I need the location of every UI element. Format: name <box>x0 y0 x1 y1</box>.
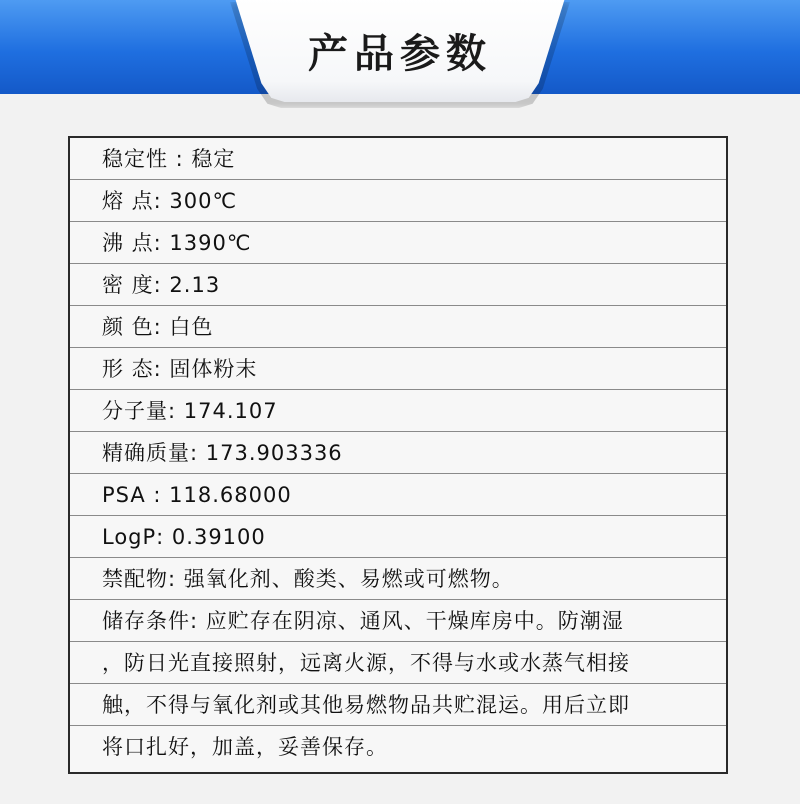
row-boiling-point: 沸 点: 1390℃ <box>102 231 252 255</box>
row-storage-line-2: ，防日光直接照射，远离火源，不得与水或水蒸气相接 <box>102 651 630 675</box>
row-exact-mass: 精确质量: 173.903336 <box>102 441 343 465</box>
table-row <box>70 264 726 306</box>
row-logp: LogP: 0.39100 <box>102 525 266 549</box>
row-density: 密 度: 2.13 <box>102 273 221 297</box>
row-form: 形 态: 固体粉末 <box>102 357 258 381</box>
table-row <box>70 348 726 390</box>
table-row <box>70 474 726 516</box>
row-melting-point: 熔 点: 300℃ <box>102 189 238 213</box>
row-storage-line-3: 触，不得与氧化剂或其他易燃物品共贮混运。用后立即 <box>102 693 630 717</box>
row-stability: 稳定性 : 稳定 <box>102 147 236 171</box>
table-row <box>70 390 726 432</box>
row-incompatibles: 禁配物: 强氧化剂、酸类、易燃或可燃物。 <box>102 567 514 591</box>
table-row <box>70 138 726 180</box>
table-row <box>70 642 726 684</box>
table-row <box>70 684 726 726</box>
table-row <box>70 306 726 348</box>
table-row <box>70 222 726 264</box>
row-color: 颜 色: 白色 <box>102 315 214 339</box>
product-parameters-table <box>68 136 728 774</box>
table-row <box>70 600 726 642</box>
table-row <box>70 726 726 768</box>
table-row <box>70 558 726 600</box>
page-title: 产品参数 <box>308 31 492 77</box>
table-row <box>70 516 726 558</box>
row-storage-line-1: 储存条件: 应贮存在阴凉、通风、干燥库房中。防潮湿 <box>102 609 624 633</box>
row-storage-line-4: 将口扎好，加盖，妥善保存。 <box>102 735 388 759</box>
table-row <box>70 432 726 474</box>
row-psa: PSA : 118.68000 <box>102 483 292 507</box>
table-row <box>70 180 726 222</box>
row-molecular-weight: 分子量: 174.107 <box>102 399 278 423</box>
